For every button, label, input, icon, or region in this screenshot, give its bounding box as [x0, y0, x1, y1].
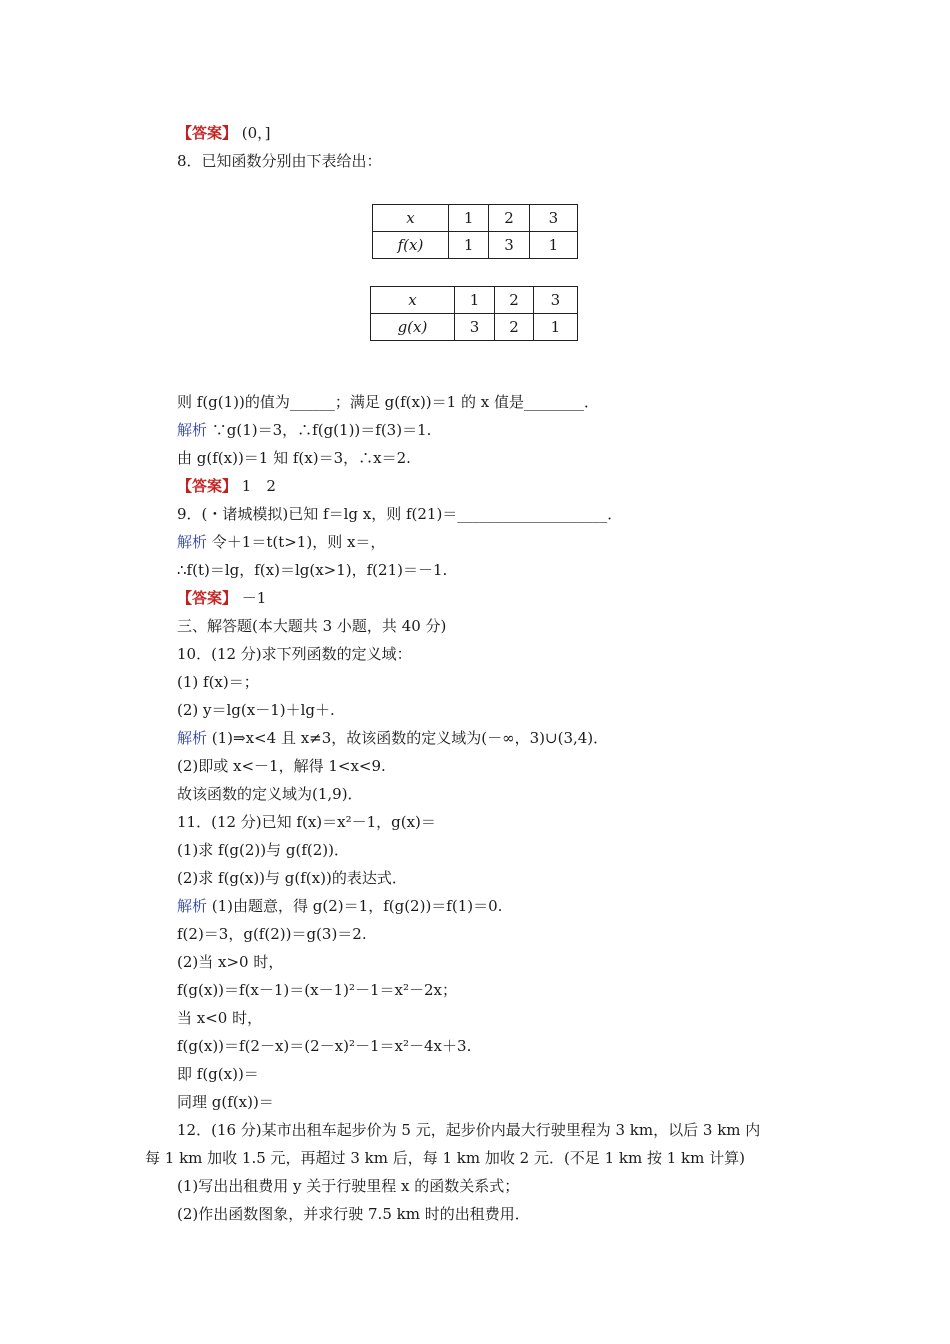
question-10-part1: (1) f(x)＝；: [177, 673, 259, 691]
answer-text: (0，]: [237, 124, 271, 142]
answer-label: 【答案】: [177, 124, 238, 142]
solution-label: 解析: [177, 729, 208, 747]
solution-text: 令＋1＝t(t>1)，则 x＝，: [207, 533, 386, 551]
question-12: 12．(16 分)某市出租车起步价为 5 元，起步价内最大行驶里程为 3 km，以后 3 km 内: [177, 1121, 761, 1139]
answer-text: 1 2: [237, 477, 276, 495]
question-12-part2: (2)作出函数图象，并求行驶 7.5 km 时的出租费用．: [177, 1205, 530, 1223]
answer-label: 【答案】: [177, 477, 238, 495]
table-cell: 2: [495, 287, 533, 314]
question-8: 8．已知函数分别由下表给出：: [177, 152, 382, 170]
table-cell: 1: [533, 314, 577, 341]
table-g: [370, 286, 578, 341]
table-row: [373, 232, 578, 259]
answer-8: [177, 476, 276, 496]
answer-9: [177, 588, 266, 608]
table-cell: 3: [533, 287, 577, 314]
solution-text: (1)⇒x<4 且 x≠3，故该函数的定义域为(－∞，3)∪(3,4)．: [207, 729, 609, 747]
solution-10: [177, 728, 608, 748]
solution-11-line4: f(g(x))＝f(x－1)＝(x－1)²－1＝x²－2x；: [177, 981, 458, 999]
table-cell: 3: [489, 232, 529, 259]
solution-11-line5: 当 x<0 时，: [177, 1009, 263, 1027]
table-cell: 1: [448, 232, 488, 259]
solution-10-line2: (2)即或 x<－1，解得 1<x<9.: [177, 757, 386, 775]
table-cell: f(x): [373, 232, 449, 259]
question-11-part2: (2)求 f(g(x))与 g(f(x))的表达式．: [177, 869, 407, 887]
solution-label: 解析: [177, 897, 208, 915]
table-cell: 2: [489, 205, 529, 232]
solution-8-line2: 由 g(f(x))＝1 知 f(x)＝3，∴x＝2.: [177, 449, 411, 467]
solution-11-line7: 即 f(g(x))＝: [177, 1065, 259, 1083]
table-cell: 3: [529, 205, 577, 232]
question-10: 10．(12 分)求下列函数的定义域：: [177, 645, 412, 663]
solution-11-line6: f(g(x))＝f(2－x)＝(2－x)²－1＝x²－4x＋3.: [177, 1037, 472, 1055]
answer-text: －1: [237, 589, 267, 607]
question-9: 9．(・诸城模拟)已知 f＝lg x，则 f(21)＝____________________．: [177, 505, 623, 523]
solution-8: [177, 420, 431, 440]
solution-9: [177, 532, 385, 552]
table-row: [371, 314, 578, 341]
table-cell: 1: [529, 232, 577, 259]
question-12-part1: (1)写出出租费用 y 关于行驶里程 x 的函数关系式；: [177, 1177, 520, 1195]
table-cell: 3: [454, 314, 494, 341]
solution-10-line3: 故该函数的定义域为(1,9)．: [177, 785, 363, 803]
table-cell: x: [371, 287, 455, 314]
section-heading: 三、解答题(本大题共 3 小题，共 40 分): [177, 617, 447, 635]
answer-line-7: [177, 123, 271, 143]
table-cell: 1: [448, 205, 488, 232]
question-11: 11．(12 分)已知 f(x)＝x²－1，g(x)＝: [177, 813, 436, 831]
table-cell: 1: [454, 287, 494, 314]
solution-label: 解析: [177, 533, 208, 551]
solution-11-line8: 同理 g(f(x))＝: [177, 1093, 274, 1111]
table-cell: x: [373, 205, 449, 232]
table-cell: 2: [495, 314, 533, 341]
solution-text: ∵g(1)＝3，∴f(g(1))＝f(3)＝1.: [207, 421, 432, 439]
question-12-cont: 每 1 km 加收 1.5 元，再超过 3 km 后，每 1 km 加收 2 元．(不足 1 km 按 1 km 计算): [145, 1149, 745, 1167]
solution-text: (1)由题意，得 g(2)＝1，f(g(2))＝f(1)＝0.: [207, 897, 503, 915]
question-11-part1: (1)求 f(g(2))与 g(f(2))．: [177, 841, 349, 859]
solution-label: 解析: [177, 421, 208, 439]
solution-11-line2: f(2)＝3，g(f(2))＝g(3)＝2.: [177, 925, 367, 943]
question-10-part2: (2) y＝lg(x－1)＋lg＋.: [177, 701, 335, 719]
table-row: [373, 205, 578, 232]
solution-9-line2: ∴f(t)＝lg，f(x)＝lg(x>1)，f(21)＝－1.: [177, 561, 448, 579]
question-8-blanks: 则 f(g(1))的值为______；满足 g(f(x))＝1 的 x 值是________．: [177, 393, 599, 411]
answer-label: 【答案】: [177, 589, 238, 607]
table-f: [372, 204, 578, 259]
table-cell: g(x): [371, 314, 455, 341]
solution-11-line3: (2)当 x>0 时，: [177, 953, 284, 971]
table-row: [371, 287, 578, 314]
solution-11: [177, 896, 502, 916]
